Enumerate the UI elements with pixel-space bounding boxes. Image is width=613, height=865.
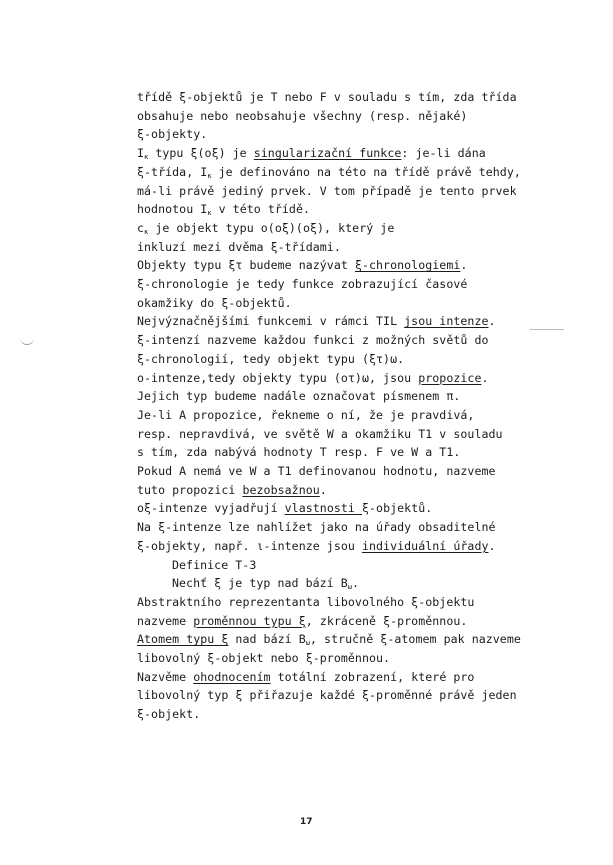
text-line	[137, 651, 390, 666]
underlined-term: ξ-chronologiemi	[354, 258, 461, 273]
text-line	[137, 90, 517, 105]
underlined-term: vlastnosti	[284, 501, 362, 516]
text-segment: tuto propozici	[137, 482, 243, 497]
underlined-term: Atomem typu ξ	[137, 632, 229, 647]
text-segment: resp. nepravdivá, ve světě W a okamžiku T1 v souladu	[137, 426, 503, 441]
underlined-term: bezobsažnou	[242, 482, 320, 497]
text-line	[137, 184, 517, 199]
text-line	[137, 707, 200, 722]
text-segment: ξ-objekt.	[137, 707, 201, 722]
text-segment: Nazvěme	[137, 669, 194, 684]
text-line	[137, 277, 467, 292]
text-segment: nazveme	[137, 613, 194, 628]
text-segment: ξ-intenzí nazveme každou funkci z možných světů do	[137, 333, 489, 348]
underlined-term: individuální úřady	[361, 538, 489, 553]
underlined-term: proměnnou typu ξ	[193, 613, 306, 628]
underlined-term: propozice	[418, 370, 482, 385]
text-segment: , stručně ξ-atomem pak nazveme	[310, 632, 521, 647]
text-line	[172, 558, 256, 573]
text-segment: libovolný ξ-objekt nebo ξ-proměnnou.	[137, 651, 391, 665]
text-segment: s tím, zda nabývá hodnoty T resp. F ve W a T1.	[137, 445, 461, 460]
text-segment: je definováno na této na třídě právě tehdy,	[211, 164, 521, 179]
text-segment: Je-li A propozice, řekneme o ní, že je pravdivá,	[137, 407, 475, 422]
text-segment: okamžiky do ξ-objektů.	[137, 295, 292, 310]
text-segment: o-intenze,tedy objekty typu (oτ)ω, jsou	[137, 370, 419, 385]
text-segment: Definice T-3	[172, 557, 257, 572]
text-line	[137, 632, 521, 651]
text-segment: libovolný typ ξ přiřazuje každé ξ-proměnné právě jeden	[137, 688, 517, 703]
text-line	[137, 296, 292, 311]
text-segment: .	[488, 538, 496, 553]
text-line	[137, 352, 404, 367]
text-line	[137, 408, 474, 423]
subscript: κ	[144, 227, 149, 236]
text-segment: ξ-objekty.	[137, 127, 208, 142]
text-line	[137, 127, 207, 142]
stray-dash	[530, 329, 564, 330]
text-segment: ξ-chronologií, tedy objekt typu (ξτ)ω.	[137, 351, 405, 366]
text-line	[137, 688, 517, 703]
text-segment: c	[137, 220, 145, 235]
text-segment: typu ξ(oξ) je	[148, 146, 254, 161]
text-line	[137, 371, 489, 386]
text-line	[137, 165, 521, 184]
text-line	[137, 595, 474, 610]
text-segment: Na ξ-intenze lze nahlížet jako na úřady obsaditelné	[137, 520, 496, 535]
text-segment: ξ-objektů.	[361, 501, 433, 516]
text-segment: Nejvýznačnějšími funkcemi v rámci TIL	[137, 314, 405, 329]
text-line	[137, 483, 327, 498]
text-segment: oξ-intenze vyjadřují	[137, 501, 285, 516]
text-line	[137, 445, 460, 460]
text-segment: nad bází B	[228, 632, 306, 647]
text-segment: .	[488, 314, 496, 329]
text-segment: Abstraktního reprezentanta libovolného ξ-objektu	[137, 594, 475, 609]
text-segment: .	[481, 370, 489, 385]
text-segment: Objekty typu ξτ budeme nazývat	[137, 258, 355, 273]
text-line	[137, 202, 310, 221]
text-line	[137, 240, 341, 255]
text-line	[137, 333, 489, 348]
text-line	[137, 501, 432, 516]
text-segment: .	[352, 576, 360, 591]
subscript: κ	[207, 209, 212, 218]
page-number: 17	[300, 817, 313, 827]
text-line	[137, 539, 496, 554]
text-segment: Jejich typ budeme nadále označovat písmenem π.	[137, 389, 461, 404]
text-segment: obsahuje nebo neobsahuje všechny (resp. nějaké)	[137, 108, 468, 123]
text-segment: .	[319, 482, 327, 497]
text-segment: hodnotou I	[137, 202, 208, 217]
text-segment: .	[460, 258, 468, 273]
text-segment: inkluzí mezi dvěma ξ-třídami.	[137, 239, 341, 254]
text-segment: v této třídě.	[211, 202, 310, 217]
text-line	[137, 520, 496, 535]
subscript: κ	[207, 171, 212, 180]
text-segment: ξ-objekty, např. ι-intenze jsou	[137, 538, 362, 553]
text-line	[137, 146, 486, 165]
text-segment: ξ-třída, I	[137, 164, 208, 179]
subscript: ω	[305, 639, 310, 648]
underlined-term: ohodnocením	[193, 669, 271, 684]
text-line	[137, 258, 467, 273]
text-segment: Pokud A nemá ve W a T1 definovanou hodnotu, nazveme	[137, 464, 496, 478]
text-segment: má-li právě jediný prvek. V tom případě je tento prvek	[137, 183, 517, 198]
subscript: κ	[144, 153, 149, 162]
text-line	[137, 464, 496, 479]
text-segment: I	[137, 146, 145, 161]
subscript: ω	[347, 583, 353, 592]
text-segment: ξ-chronologie je tedy funkce zobrazující časové	[137, 277, 468, 291]
text-segment: je objekt typu o(oξ)(oξ), který je	[148, 220, 395, 235]
text-segment: : je-li dána	[401, 146, 486, 161]
text-line	[172, 576, 359, 595]
text-line	[137, 614, 467, 629]
text-segment: třídě ξ-objektů je T nebo F v souladu s tím, zda třída	[137, 90, 517, 104]
underlined-term: jsou intenze	[404, 314, 489, 329]
binding-mark	[20, 338, 34, 345]
text-line	[137, 427, 503, 442]
text-line	[137, 670, 474, 685]
text-line	[137, 221, 394, 240]
text-line	[137, 389, 460, 404]
underlined-term: singularizační funkce	[253, 146, 402, 161]
text-line	[137, 109, 467, 124]
text-line	[137, 314, 496, 329]
text-segment: , zkráceně ξ-proměnnou.	[305, 613, 468, 628]
text-segment: Nechť ξ je typ nad bází B	[172, 576, 348, 591]
text-segment: totální zobrazení, které pro	[270, 669, 475, 684]
